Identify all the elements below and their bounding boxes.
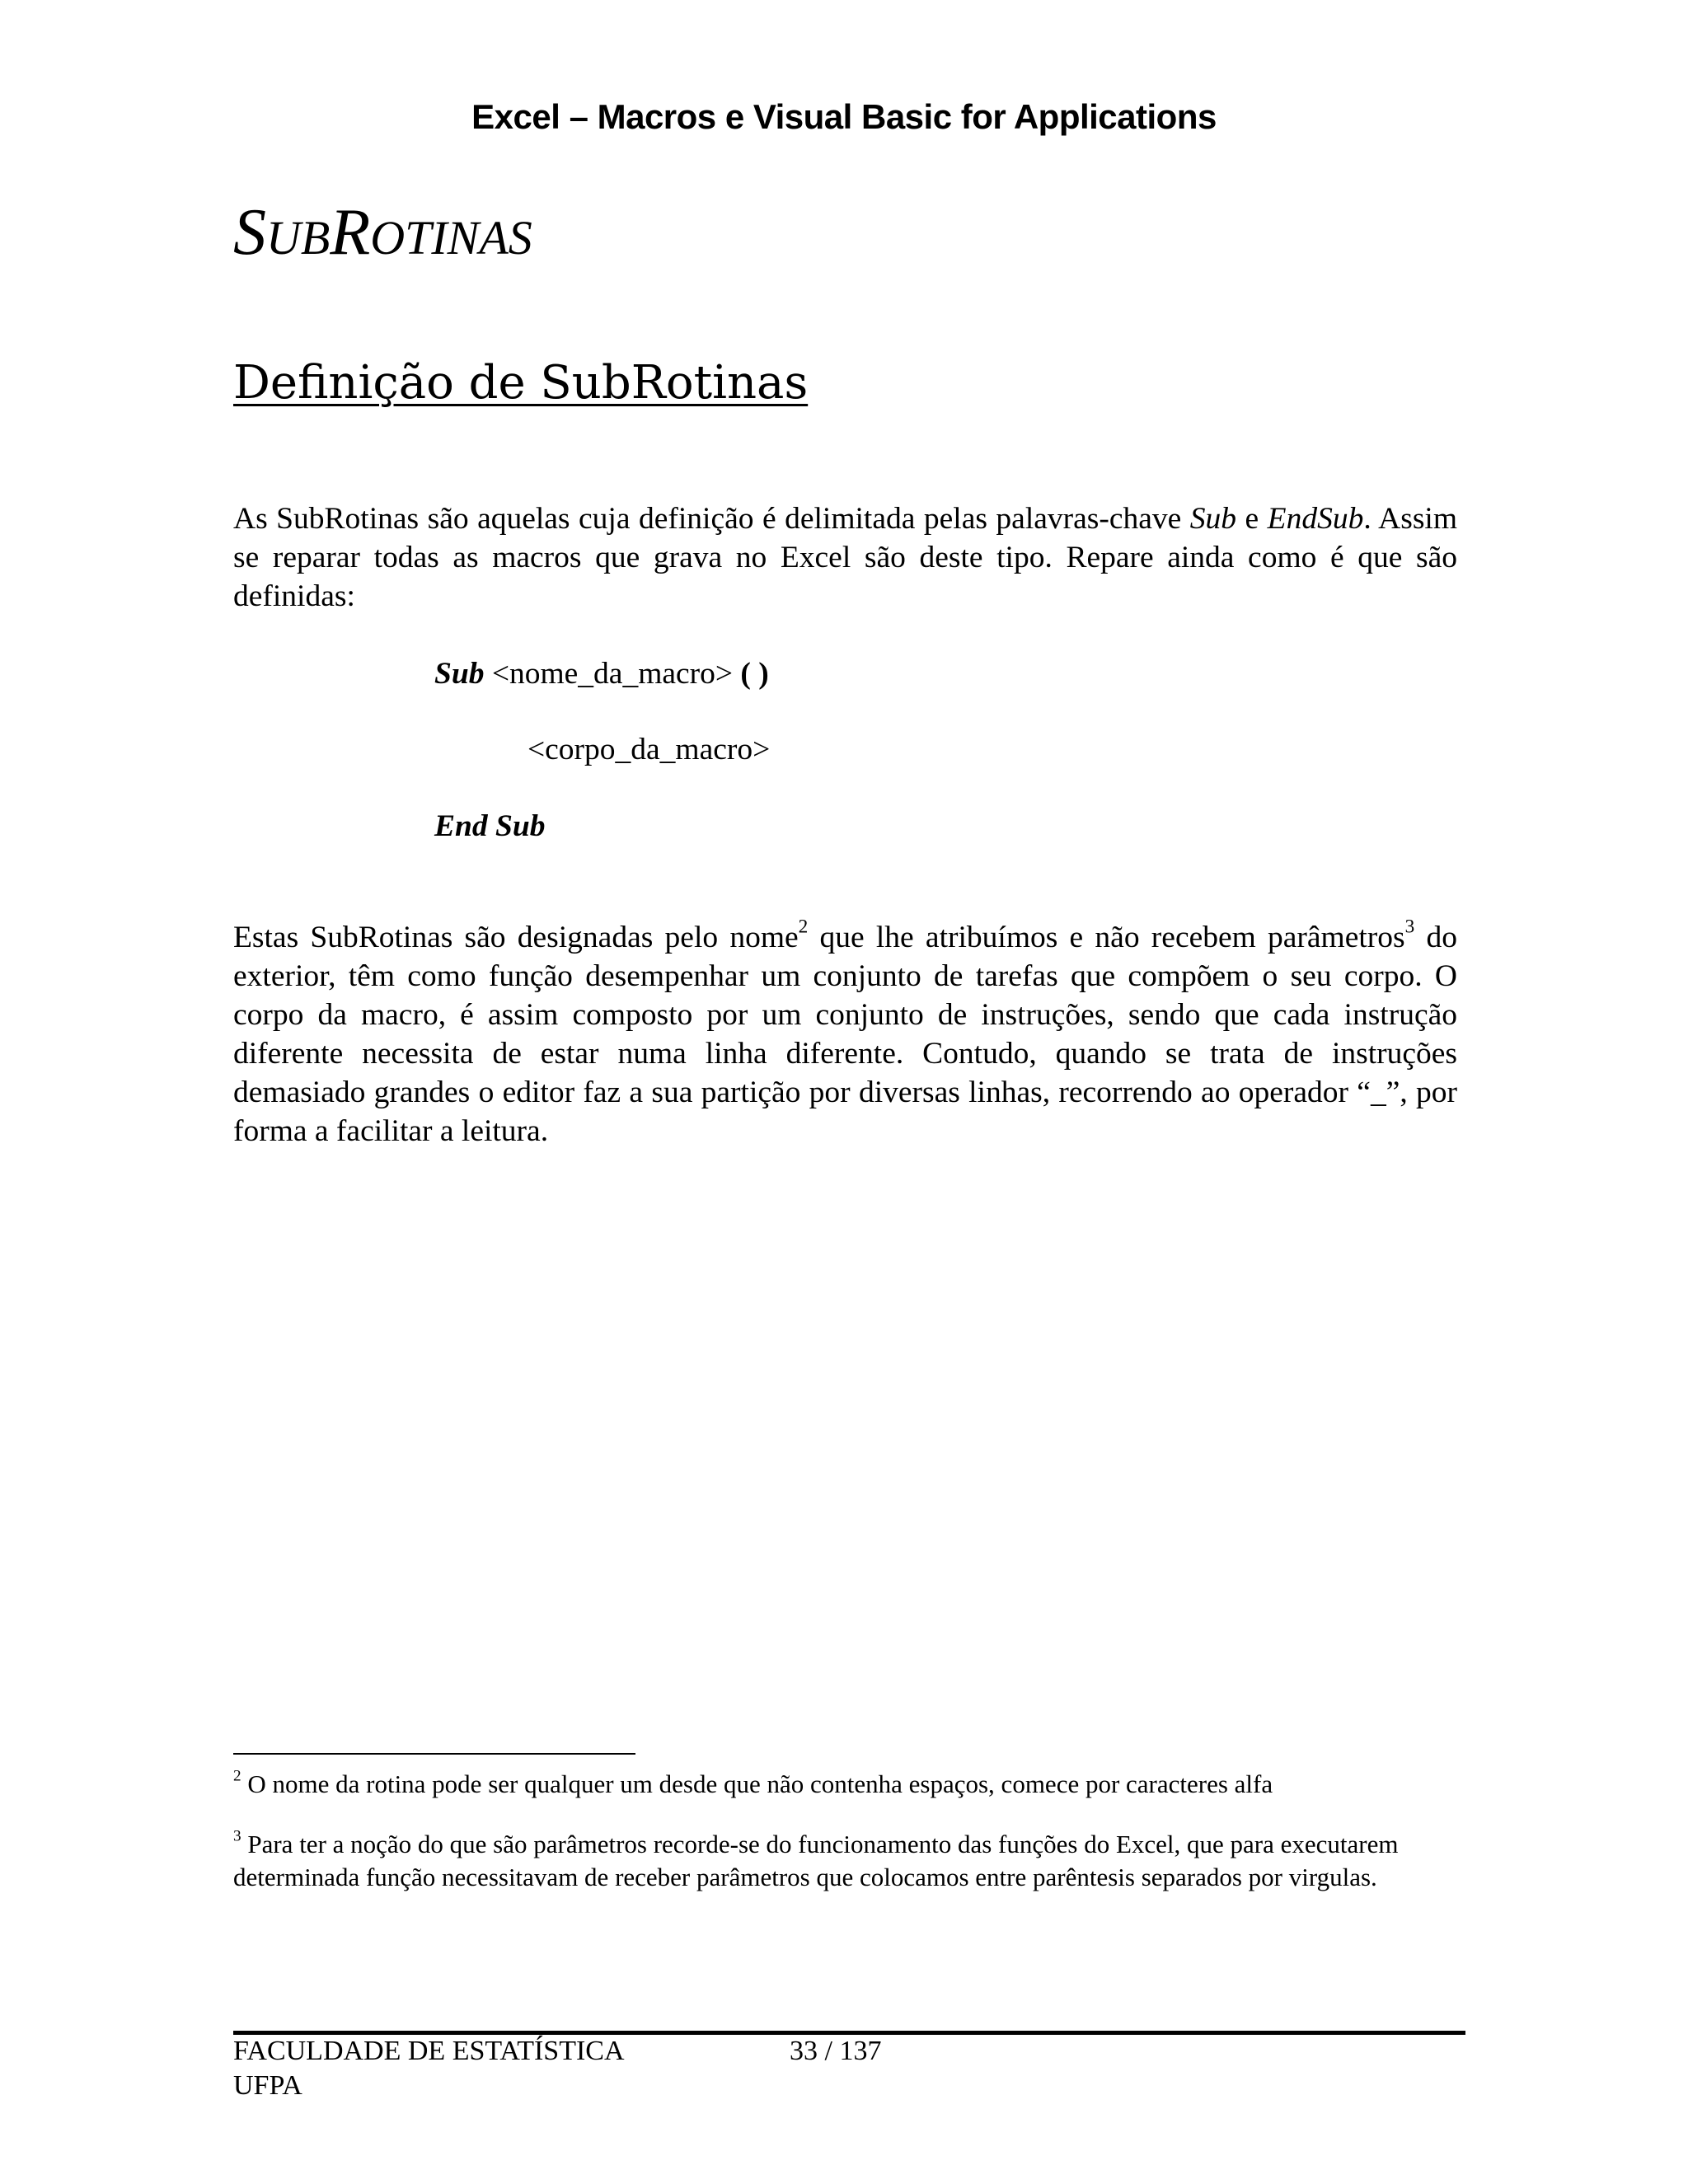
explanation-text-a: Estas SubRotinas são designadas pelo nome bbox=[233, 921, 799, 954]
chapter-title-initial-r: R bbox=[330, 196, 371, 269]
explanation-text-b: que lhe atribuímos e não recebem parâmetros bbox=[808, 921, 1405, 954]
code-line-end-sub bbox=[434, 807, 545, 846]
footnote-text-2: O nome da rotina pode ser qualquer um desde que não contenha espaços, comece por caracteres alfa bbox=[241, 1769, 1273, 1798]
intro-text-b: e bbox=[1236, 502, 1268, 536]
footnote-number-3: 3 bbox=[233, 1827, 241, 1845]
chapter-title-initial-s: S bbox=[233, 196, 266, 269]
intro-paragraph bbox=[233, 499, 1457, 616]
page-number: 33 / 137 bbox=[790, 2036, 882, 2066]
code-macro-name: <nome_da_macro> bbox=[484, 657, 741, 691]
running-header: Excel – Macros e Visual Basic for Applications bbox=[471, 97, 1217, 136]
intro-text-c: . Assim se reparar todas as macros que grava no Excel são deste tipo. Repare ainda como é que são definidas: bbox=[233, 502, 1457, 613]
footer-institution bbox=[233, 2034, 625, 2103]
explanation-paragraph bbox=[233, 918, 1457, 1151]
chapter-title-smallcaps-ub: UB bbox=[266, 211, 331, 265]
code-parens: ( ) bbox=[740, 657, 769, 691]
chapter-title-smallcaps-otinas: OTINAS bbox=[370, 211, 532, 265]
section-title: Definição de SubRotinas bbox=[233, 356, 809, 410]
footnote-text-3: Para ter a noção do que são parâmetros recorde-se do funcionamento das funções do Excel, que para executarem determinada função necessitavam de receber parâmetros que colocamos entre parêntesis separados por virgulas. bbox=[233, 1830, 1399, 1891]
footer-institution-line2: UFPA bbox=[233, 2070, 302, 2101]
footnote-ref-3[interactable]: 3 bbox=[1404, 916, 1415, 938]
explanation-text-c: do exterior, têm como função desempenhar um conjunto de tarefas que compõem o seu corpo. O corpo da macro, é assim composto por um conjunto de instruções, sendo que cada instrução diferente necessita de estar numa linha diferente. Contudo, quando se trata de instruções demasiado grandes o editor faz a sua partição por diversas linhas, recorrendo ao operador “_”, por forma a facilitar a leitura. bbox=[233, 921, 1457, 1148]
keyword-endsub-inline: EndSub bbox=[1267, 502, 1364, 536]
footer-institution-line1: FACULDADE DE ESTATÍSTICA bbox=[233, 2036, 625, 2066]
keyword-sub-inline: Sub bbox=[1189, 502, 1237, 536]
code-keyword-sub: Sub bbox=[434, 657, 485, 691]
code-keyword-end-sub: End Sub bbox=[434, 809, 546, 843]
code-line-sub bbox=[434, 654, 769, 693]
chapter-title bbox=[233, 191, 532, 279]
footnote-number-2: 2 bbox=[233, 1767, 241, 1785]
intro-text-a: As SubRotinas são aquelas cuja definição é delimitada pelas palavras-chave bbox=[233, 502, 1190, 536]
footnote-2 bbox=[233, 1768, 1437, 1801]
footnote-separator bbox=[233, 1753, 635, 1755]
code-line-body: <corpo_da_macro> bbox=[528, 733, 771, 766]
footnote-ref-2[interactable]: 2 bbox=[798, 916, 809, 938]
footnote-3 bbox=[233, 1828, 1437, 1894]
